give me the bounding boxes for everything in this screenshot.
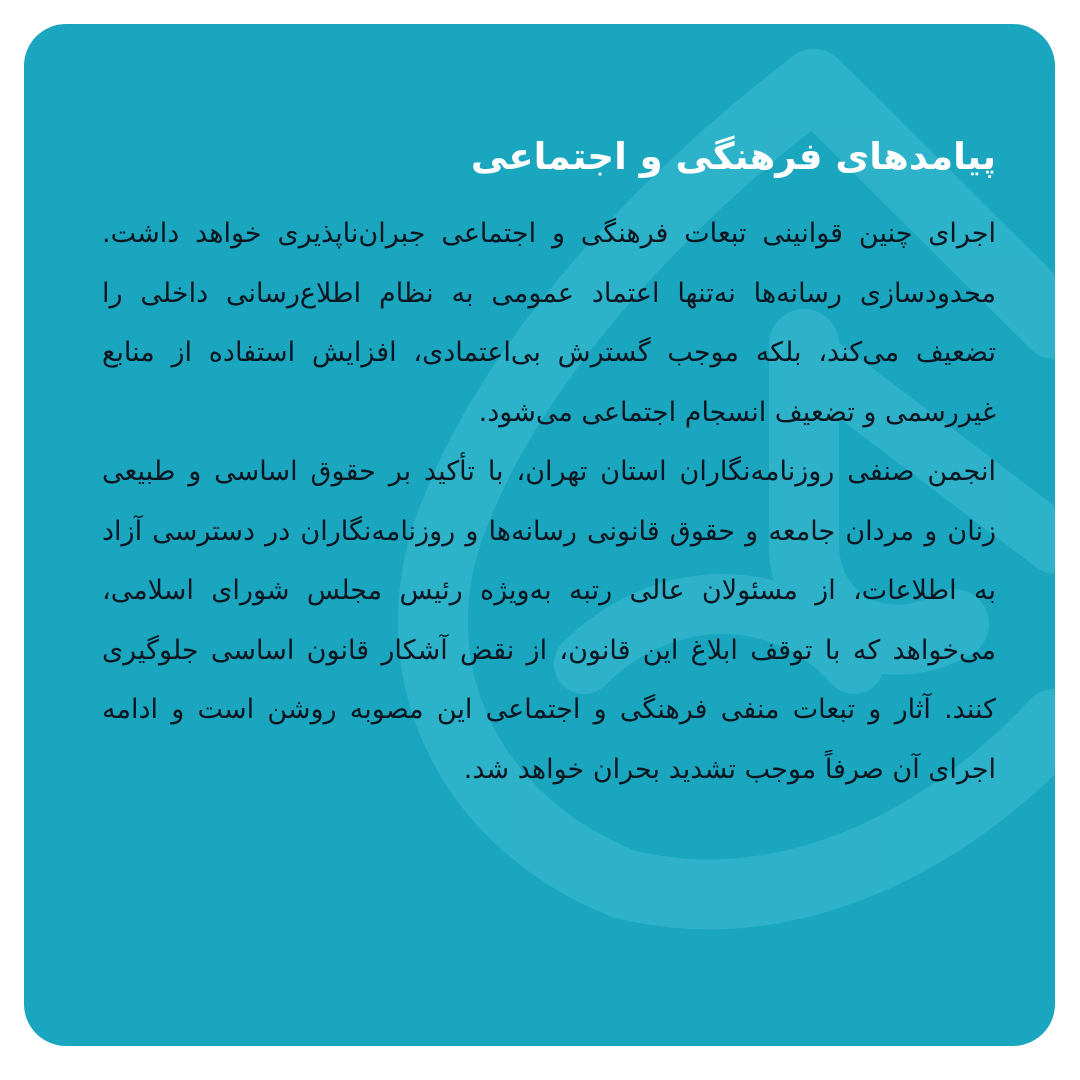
- post-paragraph-2: انجمن صنفی روزنامه‌نگاران استان تهران، با تأکید بر حقوق اساسی و طبیعی زنان و مردان جامعه و حقوق قانونی رسانه‌ها و روزنامه‌نگاران در دسترسی آزاد به اطلاعات، از مسئولان عالی رتبه به‌ویژه رئیس مجلس شورای اسلامی، می‌خواهد که با توقف ابلاغ این قانون، از نقض آشکار قانون اساسی جلوگیری کنند. آثار و تبعات منفی فرهنگی و اجتماعی این مصوبه روشن است و ادامه اجرای آن صرفاً موجب تشدید بحران خواهد شد.: [102, 456, 996, 785]
- post-title: پیامدهای فرهنگی و اجتماعی: [470, 135, 996, 178]
- post-paragraph-1: اجرای چنین قوانینی تبعات فرهنگی و اجتماعی جبران‌ناپذیری خواهد داشت. محدودسازی رسانه‌ها نه‌تنها اعتماد عمومی به نظام اطلاع‌رسانی داخلی را تضعیف می‌کند، بلکه موجب گسترش بی‌اعتمادی، افزایش استفاده از منابع غیررسمی و تضعیف انسجام اجتماعی می‌شود.: [102, 218, 996, 428]
- post-card: [24, 24, 1055, 1046]
- post-content: [102, 124, 996, 799]
